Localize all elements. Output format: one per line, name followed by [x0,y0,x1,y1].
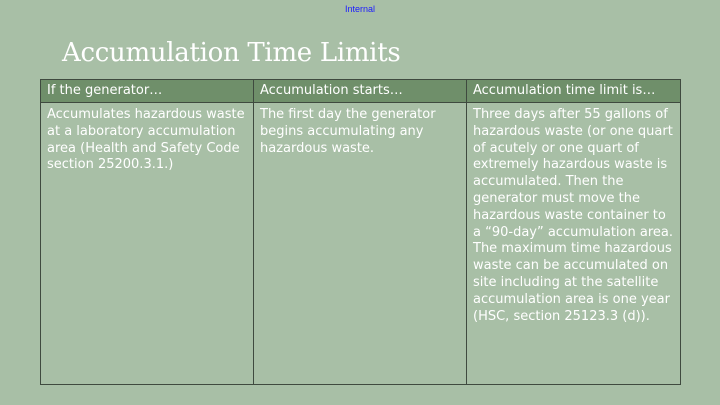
table-row [41,103,681,385]
column-header-accumulation-starts: Accumulation starts… [254,80,467,103]
table-header-row [41,80,681,103]
column-header-generator: If the generator… [41,80,254,103]
cell-generator-condition: Accumulates hazardous waste at a laboratory accumulation area (Health and Safety Code section 25200.3.1.) [41,103,254,385]
accumulation-limits-table [40,79,681,385]
slide-title: Accumulation Time Limits [62,38,401,68]
column-header-time-limit: Accumulation time limit is… [467,80,681,103]
classification-label: Internal [344,4,376,14]
cell-accumulation-start: The first day the generator begins accumulating any hazardous waste. [254,103,467,385]
cell-time-limit: Three days after 55 gallons of hazardous waste (or one quart of acutely or one quart of extremely hazardous waste is accumulated. Then the generator must move the hazardous waste container to a “90-day” accumulation area. The maximum time hazardous waste can be accumulated on site including at the satellite accumulation area is one year (HSC, section 25123.3 (d)). [467,103,681,385]
